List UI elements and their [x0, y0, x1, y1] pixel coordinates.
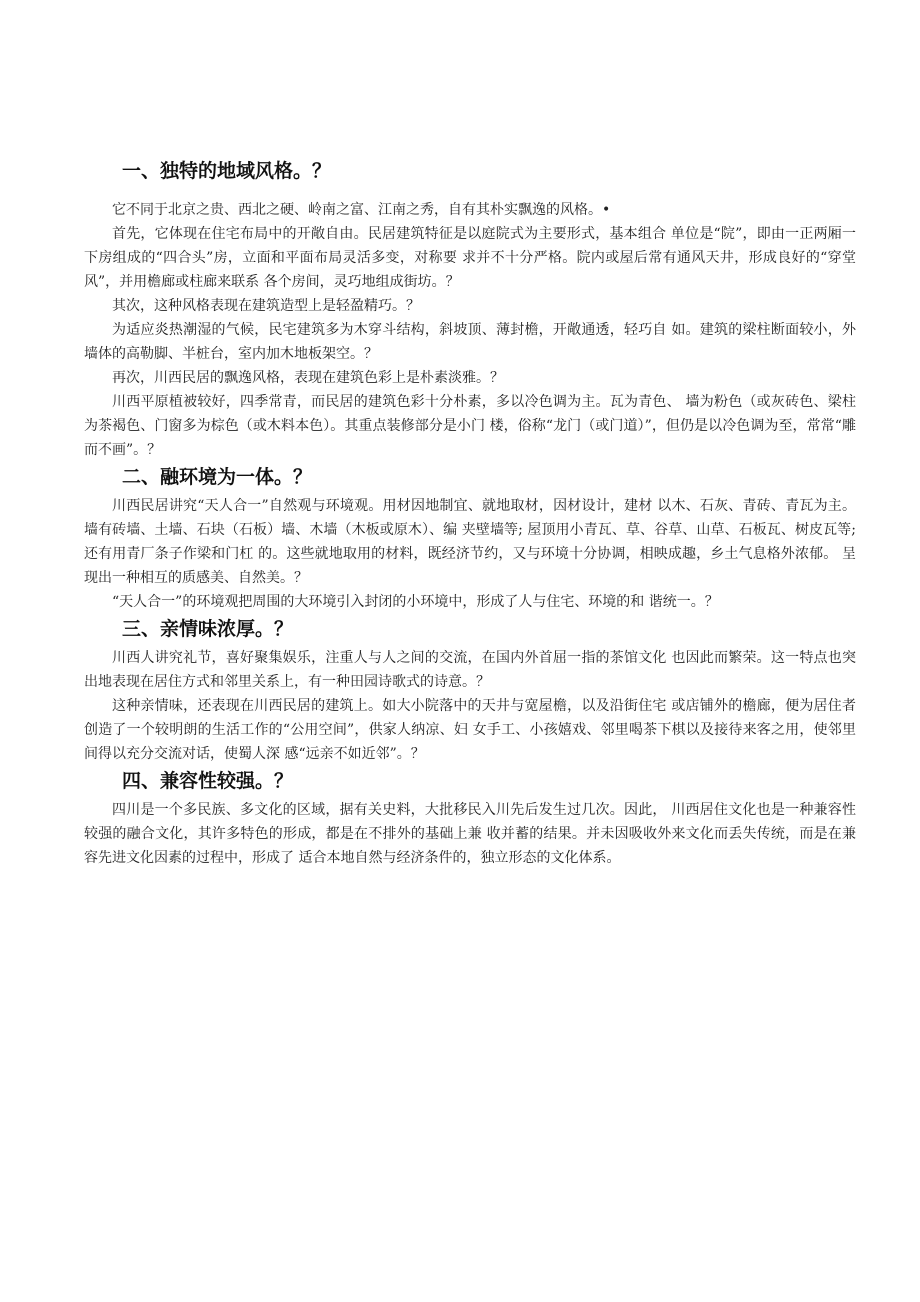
document-page [84, 150, 856, 870]
paragraph: 川西民居讲究“天人合一”自然观与环境观。用材因地制宜、就地取材，因材设计，建材 以木、石灰、青砖、青瓦为主。墙有砖墙、土墙、石块（石板）墙、木墙（木板或原木）、编 夹壁墙等; 屋顶用小青瓦、草、谷草、山草、石板瓦、树皮瓦等; 还有用青厂条子作梁和门杠 的。这些就地取用的材料，既经济节约，又与环境十分协调，相映成趣，乡土气息格外浓郁。 呈现出一种相互的质感美、自然美。？ [84, 498, 856, 586]
section-heading-1: 一、独特的地域风格。？ [122, 160, 332, 182]
section-heading-3: 三、亲情味浓厚。？ [122, 618, 294, 640]
paragraph: 再次，川西民居的飘逸风格，表现在建筑色彩上是朴素淡雅。？ [112, 370, 504, 386]
paragraph: 川西人讲究礼节，喜好聚集娱乐，注重人与人之间的交流，在国内外首屈一指的茶馆文化 也因此而繁荣。这一特点也突出地表现在居住方式和邻里关系上，有一种田园诗歌式的诗意。？ [84, 650, 856, 690]
paragraph: 为适应炎热潮湿的气候，民宅建筑多为木穿斗结构，斜坡顶、薄封檐，开敞通透，轻巧自 如。建筑的梁柱断面较小，外墙体的高勒脚、半桩台，室内加木地板架空。？ [84, 322, 856, 362]
paragraph: “天人合一”的环境观把周围的大环境引入封闭的小环境中，形成了人与住宅、环境的和 谐统一。？ [112, 594, 719, 610]
paragraph: 四川是一个多民族、多文化的区域，据有关史料，大批移民入川先后发生过几次。因此， 川西居住文化也是一种兼容性较强的融合文化，其许多特色的形成，都是在不排外的基础上兼 收并蓄的结果。并未因吸收外来文化而丢失传统，而是在兼容先进文化因素的过程中，形成了 适合本地自然与经济条件的，独立形态的文化体系。 [84, 802, 856, 866]
paragraph: 其次，这种风格表现在建筑造型上是轻盈精巧。？ [112, 298, 420, 314]
paragraph: 这种亲情味，还表现在川西民居的建筑上。如大小院落中的天井与宽屋檐，以及沿街住宅 或店铺外的檐廊，便为居住者创造了一个较明朗的生活工作的“公用空间”，供家人纳凉、妇 女手工、小孩嬉戏、邻里喝茶下棋以及接待来客之用，使邻里间得以充分交流对话，使蜀人深 感“远亲不如近邻”。？ [84, 698, 856, 762]
section-heading-4: 四、兼容性较强。？ [122, 770, 294, 792]
paragraph: 首先，它体现在住宅布局中的开敞自由。民居建筑特征是以庭院式为主要形式，基本组合 单位是“院”，即由一正两厢一下房组成的“四合头”房，立面和平面布局灵活多变，对称要 求并不十分严格。院内或屋后常有通风天井，形成良好的“穿堂风”，并用檐廊或柱廊来联系 各个房间，灵巧地组成街坊。？ [84, 226, 856, 290]
section-heading-2: 二、融环境为一体。？ [122, 466, 313, 488]
paragraph: 川西平原植被较好，四季常青，而民居的建筑色彩十分朴素，多以冷色调为主。瓦为青色、 墙为粉色（或灰砖色、梁柱为茶褐色、门窗多为棕色（或木料本色）。其重点装修部分是小门 楼，俗称“龙门（或门道）”，但仍是以冷色调为至，常常“雕而不画”。？ [84, 394, 856, 458]
paragraph: 它不同于北京之贵、西北之硬、岭南之富、江南之秀，自有其朴实飘逸的风格。• [112, 202, 611, 218]
